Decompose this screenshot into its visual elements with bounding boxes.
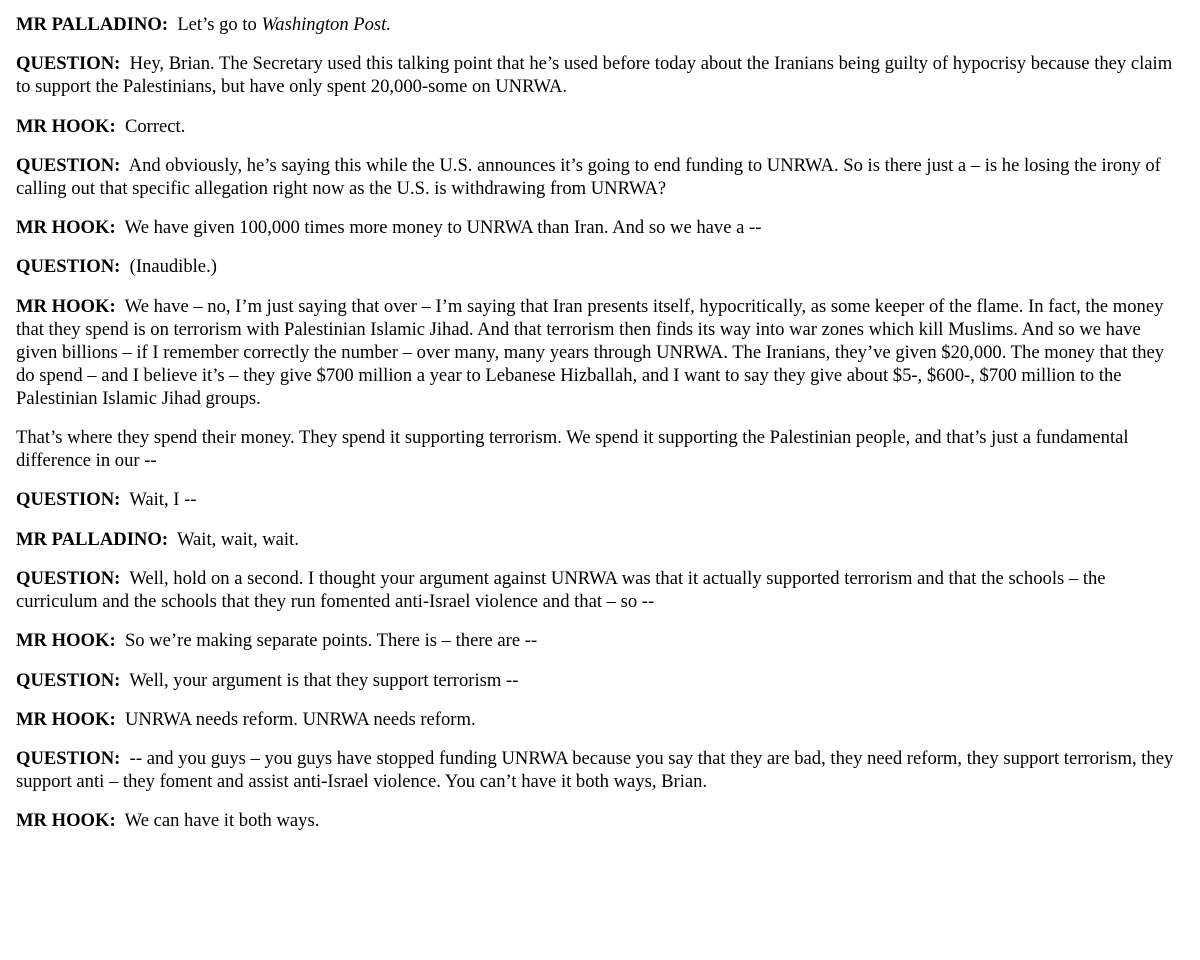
transcript-paragraph — [16, 809, 1184, 832]
transcript-paragraph — [16, 216, 1184, 239]
speaker-label: MR PALLADINO: — [16, 14, 169, 35]
transcript-paragraph — [16, 488, 1184, 511]
utterance-text: We have given 100,000 times more money to UNRWA than Iran. And so we have a -- — [124, 217, 762, 239]
transcript-document — [16, 13, 1184, 849]
transcript-paragraph — [16, 295, 1184, 410]
transcript-paragraph — [16, 13, 1184, 36]
utterance-text: That’s where they spend their money. They spend it supporting terrorism. We spend it supporting the Palestinian people, and that’s just a fundamental difference in our -- — [16, 427, 1129, 472]
utterance-text: We have – no, I’m just saying that over – I’m saying that Iran presents itself, hypocritically, as some keeper of the flame. In fact, the money that they spend is on terrorism with Palestinian Islamic Jihad. And that terrorism then finds its way into war zones which kill Muslims. And so we have given billions – if I remember correctly the number – over many, many years through UNRWA. The Iranians, they’ve given $20,000. The money that they do spend – and I believe it’s – they give $700 million a year to Lebanese Hizballah, and I want to say they give about $5-, $600-, $700 million to the Palestinian Islamic Jihad groups. — [16, 295, 1165, 409]
utterance-text: (Inaudible.) — [129, 256, 217, 278]
outlet-name: Washington Post. — [261, 14, 391, 35]
speaker-label: QUESTION: — [16, 53, 121, 75]
transcript-paragraph — [16, 154, 1184, 200]
speaker-label: QUESTION: — [16, 567, 121, 589]
transcript-paragraph — [16, 115, 1184, 138]
transcript-paragraph — [16, 669, 1184, 692]
utterance-text: Wait, I -- — [129, 489, 197, 511]
transcript-paragraph — [16, 747, 1184, 793]
speaker-label: MR HOOK: — [16, 217, 116, 239]
utterance-text: Well, your argument is that they support terrorism -- — [129, 669, 519, 691]
transcript-paragraph — [16, 255, 1184, 278]
utterance-text: Well, hold on a second. I thought your argument against UNRWA was that it actually supported terrorism and that the schools – the curriculum and the schools that they run fomented anti-Israel violence and that – so -- — [16, 567, 1106, 612]
utterance-text: Wait, wait, wait. — [176, 528, 299, 550]
transcript-paragraph — [16, 528, 1184, 551]
speaker-label: MR HOOK: — [16, 115, 116, 137]
speaker-label: MR HOOK: — [16, 630, 116, 652]
speaker-label: QUESTION: — [16, 154, 121, 176]
speaker-label: MR HOOK: — [16, 295, 116, 317]
utterance-text: -- and you guys – you guys have stopped funding UNRWA because you say that they are bad, they need reform, they support terrorism, they support anti – they foment and assist anti-Israel violence. You can’t have it both ways, Brian. — [16, 748, 1174, 793]
transcript-paragraph — [16, 567, 1184, 613]
utterance-text: Hey, Brian. The Secretary used this talking point that he’s used before today about the Iranians being guilty of hypocrisy because they claim to support the Palestinians, but have only spent 20,000-some on UNRWA. — [16, 53, 1173, 98]
transcript-paragraph — [16, 708, 1184, 731]
speaker-label: MR PALLADINO: — [16, 528, 169, 550]
speaker-label: QUESTION: — [16, 669, 121, 691]
speaker-label: QUESTION: — [16, 748, 121, 770]
speaker-label: QUESTION: — [16, 489, 121, 511]
utterance-text: And obviously, he’s saying this while the U.S. announces it’s going to end funding to UNRWA. So is there just a – is he losing the irony of calling out that specific allegation right now as the U.S. is withdrawing from UNRWA? — [16, 154, 1161, 199]
utterance-text: UNRWA needs reform. UNRWA needs reform. — [124, 708, 476, 730]
utterance-text: We can have it both ways. — [124, 810, 320, 832]
transcript-paragraph — [16, 426, 1184, 472]
speaker-label: QUESTION: — [16, 256, 121, 278]
speaker-label: MR HOOK: — [16, 708, 116, 730]
transcript-paragraph — [16, 52, 1184, 98]
speaker-label: MR HOOK: — [16, 810, 116, 832]
utterance-text: Correct. — [124, 115, 186, 137]
transcript-paragraph — [16, 629, 1184, 652]
utterance-text: So we’re making separate points. There is – there are -- — [124, 630, 538, 652]
utterance-text: Let’s go to — [177, 14, 262, 35]
